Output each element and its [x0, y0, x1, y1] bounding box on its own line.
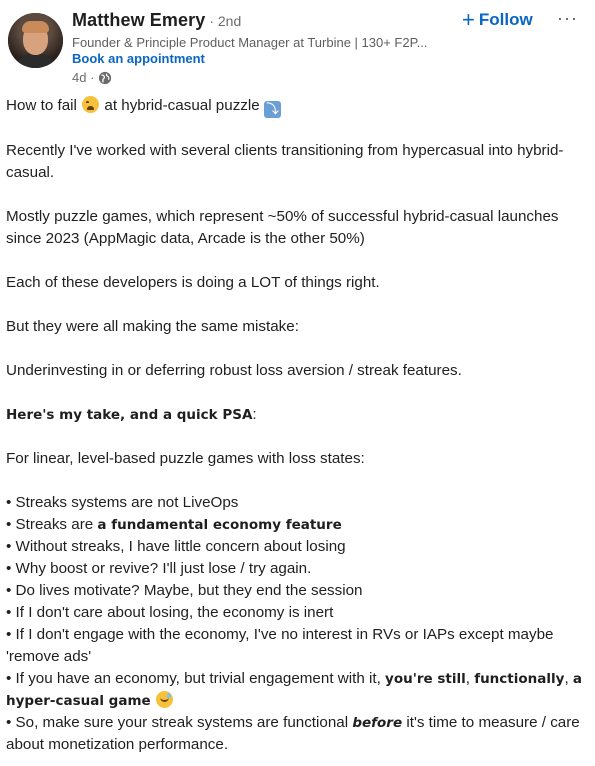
globe-icon: [98, 71, 112, 85]
bullet-2-text: • Streaks are: [6, 516, 98, 533]
author-headline[interactable]: Founder & Principle Product Manager at Turbine | 130+ F2P...: [72, 35, 428, 50]
paragraph-2: Mostly puzzle games, which represent ~50% of successful hybrid-casual launches since 2023 (AppMagic data, Arcade is the other 50%): [6, 208, 559, 247]
author-name-row: [72, 10, 241, 31]
connection-degree: · 2nd: [209, 13, 242, 29]
bullet-7: • If I don't engage with the economy, I've no interest in RVs or IAPs except maybe 'remove ads': [6, 626, 554, 665]
bullet-9-bold-italic: before: [352, 715, 403, 731]
bullet-8-bold-b: functionally: [474, 671, 565, 687]
psa-heading: [6, 404, 591, 426]
title-text-b: at hybrid-casual puzzle: [104, 97, 260, 114]
bullet-8: [6, 668, 591, 712]
bullet-8-bold-c: a hyper-casual game: [6, 671, 583, 709]
more-options-icon[interactable]: ···: [557, 8, 578, 28]
follow-button[interactable]: [462, 7, 533, 32]
bullet-8-sep-a: ,: [465, 670, 475, 687]
paragraph-1: Recently I've worked with several clients transitioning from hypercasual into hybrid-casual.: [6, 142, 564, 181]
book-appointment-link[interactable]: Book an appointment: [72, 51, 205, 66]
bullet-8-sep-b: ,: [564, 670, 573, 687]
bullet-2: [6, 514, 591, 536]
bullet-9-text-end: it's time to measure / care about monetization performance.: [6, 714, 580, 753]
bullet-3: • Without streaks, I have little concern about losing: [6, 538, 346, 555]
title-text-a: How to fail: [6, 97, 77, 114]
follow-label: Follow: [478, 10, 533, 29]
plus-icon: +: [462, 7, 475, 32]
psa-bold-text: Here's my take, and a quick PSA: [6, 407, 253, 423]
paragraph-5: Underinvesting in or deferring robust loss aversion / streak features.: [6, 362, 462, 379]
post-header: [0, 0, 595, 98]
bullet-1: • Streaks systems are not LiveOps: [6, 494, 239, 511]
post-title: [6, 95, 591, 118]
post-meta: [72, 70, 112, 85]
bullet-6: • If I don't care about losing, the economy is inert: [6, 604, 334, 621]
bullet-9: [6, 712, 591, 756]
weary-face-icon: [82, 96, 99, 113]
psa-colon: :: [252, 406, 257, 423]
paragraph-3: Each of these developers is doing a LOT of things right.: [6, 274, 380, 291]
post-age: 4d ·: [72, 70, 95, 85]
author-name[interactable]: Matthew Emery: [72, 10, 206, 30]
bullet-8-bold-a: you're still: [385, 671, 466, 687]
paragraph-6: For linear, level-based puzzle games with loss states:: [6, 450, 365, 467]
bullet-5: • Do lives motivate? Maybe, but they end the session: [6, 582, 363, 599]
bullet-8-text: • If you have an economy, but trivial engagement with it,: [6, 670, 386, 687]
author-avatar[interactable]: [8, 13, 63, 68]
post-body: [6, 95, 591, 756]
grinning-sweat-icon: [156, 691, 173, 708]
bullet-4: • Why boost or revive? I'll just lose / try again.: [6, 560, 312, 577]
paragraph-4: But they were all making the same mistake:: [6, 318, 299, 335]
arrow-curving-down-icon: ⤵: [264, 101, 281, 118]
bullet-9-text: • So, make sure your streak systems are functional: [6, 714, 353, 731]
bullet-2-bold: a fundamental economy feature: [97, 517, 342, 533]
